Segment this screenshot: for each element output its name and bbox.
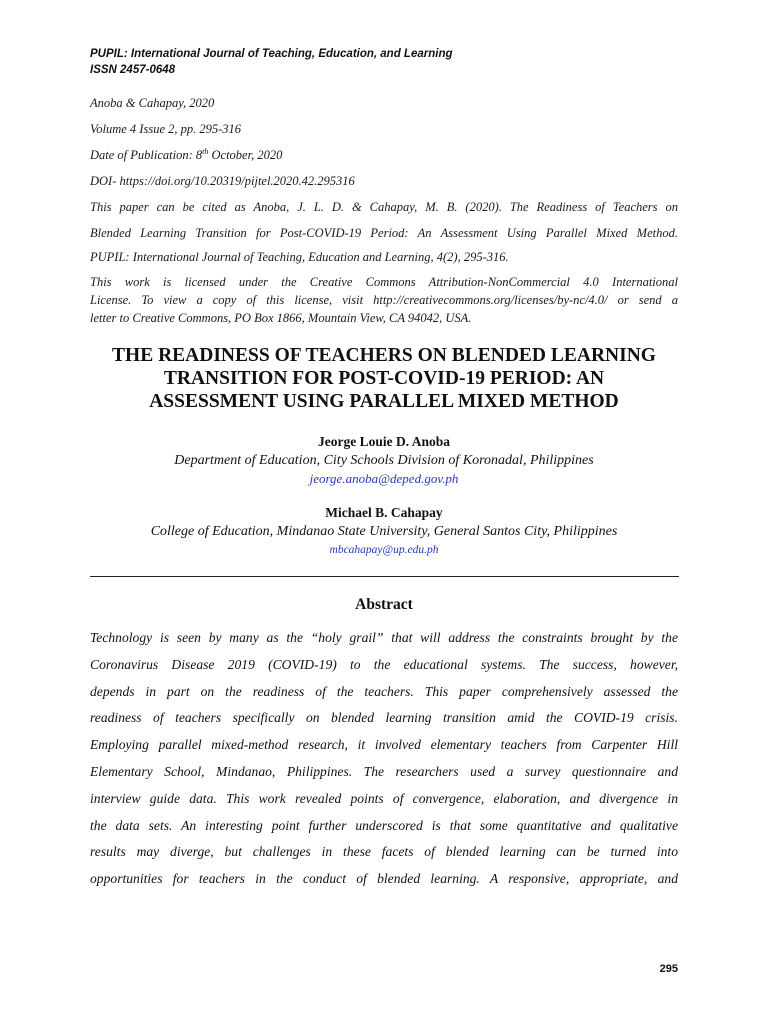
abstract-line: Technology is seen by many as the “holy grail” that will address the constraints brought by the — [90, 630, 678, 645]
author-block — [90, 504, 678, 559]
abstract-line: Employing parallel mixed-method research, it involved elementary teachers from Carpenter Hill — [90, 737, 678, 753]
author-name: Jeorge Louie D. Anoba — [317, 434, 450, 449]
abstract-line: Elementary School, Mindanao, Philippines. The researchers used a survey questionnaire and — [90, 763, 678, 779]
doi-link[interactable]: DOI- https://doi.org/10.20319/pijtel.2020.42.295316 — [90, 174, 355, 188]
title-line: ASSESSMENT USING PARALLEL MIXED METHOD — [149, 391, 619, 412]
abstract-line: interview guide data. This work revealed points of convergence, elaboration, and divergence in — [90, 790, 678, 806]
abstract-line: readiness of teachers specifically on blended learning transition amid the COVID-19 crisis. — [90, 710, 678, 726]
paper-title — [90, 344, 678, 413]
abstract-line: opportunities for teachers in the conduct of blended learning. A responsive, appropriate, and — [90, 871, 678, 887]
volume-info: Volume 4 Issue 2, pp. 295-316 — [90, 122, 242, 136]
abstract-line: results may diverge, but challenges in these facets of blended learning can be turned into — [90, 844, 678, 860]
abstract-line: Coronavirus Disease 2019 (COVID-19) to the educational systems. The success, however, — [90, 656, 678, 672]
title-line: THE READINESS OF TEACHERS ON BLENDED LEARNING — [112, 345, 656, 366]
abstract-line: depends in part on the readiness of the teachers. This paper comprehensively assessed the — [90, 683, 678, 699]
abstract-body — [90, 625, 678, 893]
section-divider — [90, 576, 679, 577]
citation-line: Blended Learning Transition for Post-COVID-19 Period: An Assessment Using Parallel Mixed Method. — [90, 226, 678, 240]
author-name: Michael B. Cahapay — [325, 505, 443, 520]
citation-line: This paper can be cited as Anoba, J. L. D. & Cahapay, M. B. (2020). The Readiness of Teachers on — [90, 200, 678, 214]
citation-line: PUPIL: International Journal of Teaching, Education and Learning, 4(2), 295-316. — [90, 250, 509, 264]
title-line: TRANSITION FOR POST-COVID-19 PERIOD: AN — [163, 368, 605, 389]
author-block — [90, 433, 678, 488]
abstract-line: the data sets. An interesting point further underscored is that some quantitative and qualitative — [90, 817, 678, 833]
publication-date: Date of Publication: 8th October, 2020 — [90, 146, 283, 162]
journal-name: PUPIL: International Journal of Teaching, Education, and Learning — [90, 48, 453, 60]
license-line: This work is licensed under the Creative Commons Attribution-NonCommercial 4.0 International — [90, 275, 678, 289]
license-line: letter to Creative Commons, PO Box 1866, Mountain View, CA 94042, USA. — [90, 311, 472, 325]
license-line: License. To view a copy of this license, visit http://creativecommons.org/licenses/by-nc/4.0/ or send a — [90, 293, 678, 307]
journal-issn: ISSN 2457-0648 — [90, 64, 176, 76]
journal-header — [90, 46, 453, 78]
author-affiliation: Department of Education, City Schools Division of Koronadal, Philippines — [174, 453, 594, 468]
author-affiliation: College of Education, Mindanao State University, General Santos City, Philippines — [150, 524, 618, 539]
page-number: 295 — [659, 963, 678, 975]
author-email[interactable]: jeorge.anoba@deped.gov.ph — [309, 471, 459, 486]
abstract-heading: Abstract — [355, 596, 413, 613]
author-email[interactable]: mbcahapay@up.edu.ph — [329, 544, 439, 556]
authors-year: Anoba & Cahapay, 2020 — [90, 96, 215, 110]
